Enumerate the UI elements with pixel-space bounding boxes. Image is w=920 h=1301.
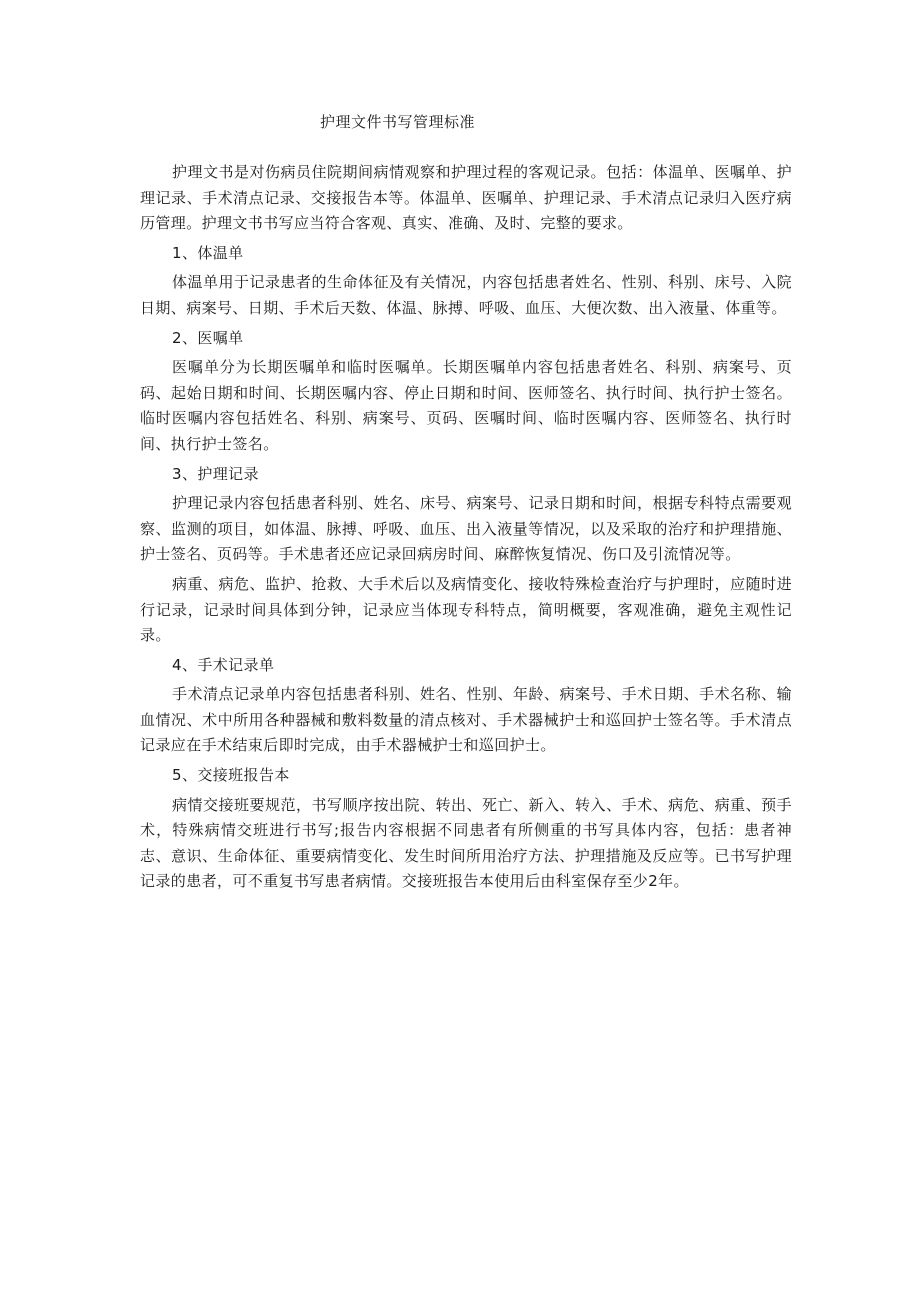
section-surgery-records — [140, 653, 792, 759]
document-page — [140, 110, 792, 899]
section-heading: 5、交接班报告本 — [172, 766, 290, 785]
section-heading: 3、护理记录 — [172, 464, 259, 483]
section-paragraph: 病重、病危、监护、抢救、大手术后以及病情变化、接收特殊检查治疗与护理时，应随时进行记录，记录时间具体到分钟，记录应当体现专科特点，简明概要，客观准确，避免主观性记录。 — [140, 574, 792, 645]
section-paragraph: 医嘱单分为长期医嘱单和临时医嘱单。长期医嘱单内容包括患者姓名、科别、病案号、页码、起始日期和时间、长期医嘱内容、停止日期和时间、医师签名、执行时间、执行护士签名。临时医嘱内容包括姓名、科别、病案号、页码、医嘱时间、临时医嘱内容、医师签名、执行时间、执行护士签名。 — [140, 358, 792, 453]
section-heading: 1、体温单 — [172, 243, 244, 262]
section-temperature-chart — [140, 241, 792, 322]
section-paragraph: 体温单用于记录患者的生命体征及有关情况，内容包括患者姓名、性别、科别、床号、入院日期、病案号、日期、手术后天数、体温、脉搏、呼吸、血压、大便次数、出入液量、体重等。 — [140, 273, 792, 317]
section-paragraph: 护理记录内容包括患者科别、姓名、床号、病案号、记录日期和时间，根据专科特点需要观察、监测的项目，如体温、脉搏、呼吸、血压、出入液量等情况，以及采取的治疗和护理措施、护士签名、页码等。手术患者还应记录回病房时间、麻醉恢复情况、伤口及引流情况等。 — [140, 494, 792, 564]
section-paragraph: 手术清点记录单内容包括患者科别、姓名、性别、年龄、病案号、手术日期、手术名称、输血情况、术中所用各种器械和敷料数量的清点核对、手术器械护士和巡回护士签名等。手术清点记录应在手术结束后即时完成，由手术器械护士和巡回护士。 — [140, 685, 792, 755]
section-heading: 2、医嘱单 — [172, 328, 244, 347]
section-paragraph: 病情交接班要规范，书写顺序按出院、转出、死亡、新入、转入、手术、病危、病重、预手术，特殊病情交班进行书写;报告内容根据不同患者有所侧重的书写具体内容，包括：患者神志、意识、生命体征、重要病情变化、发生时间所用治疗方法、护理措施及反应等。已书写护理记录的患者，可不重复书写患者病情。交接班报告本使用后由科室保存至少2年。 — [140, 795, 792, 891]
intro-paragraph: 护理文书是对伤病员住院期间病情观察和护理过程的客观记录。包括：体温单、医嘱单、护理记录、手术清点记录、交接报告本等。体温单、医嘱单、护理记录、手术清点记录归入医疗病历管理。护理文书书写应当符合客观、真实、准确、及时、完整的要求。 — [140, 163, 792, 233]
section-shift-handover — [140, 763, 792, 895]
section-nursing-records — [140, 462, 792, 649]
section-medical-orders — [140, 326, 792, 458]
document-title: 护理文件书写管理标准 — [320, 113, 476, 131]
section-heading: 4、手术记录单 — [172, 655, 275, 674]
